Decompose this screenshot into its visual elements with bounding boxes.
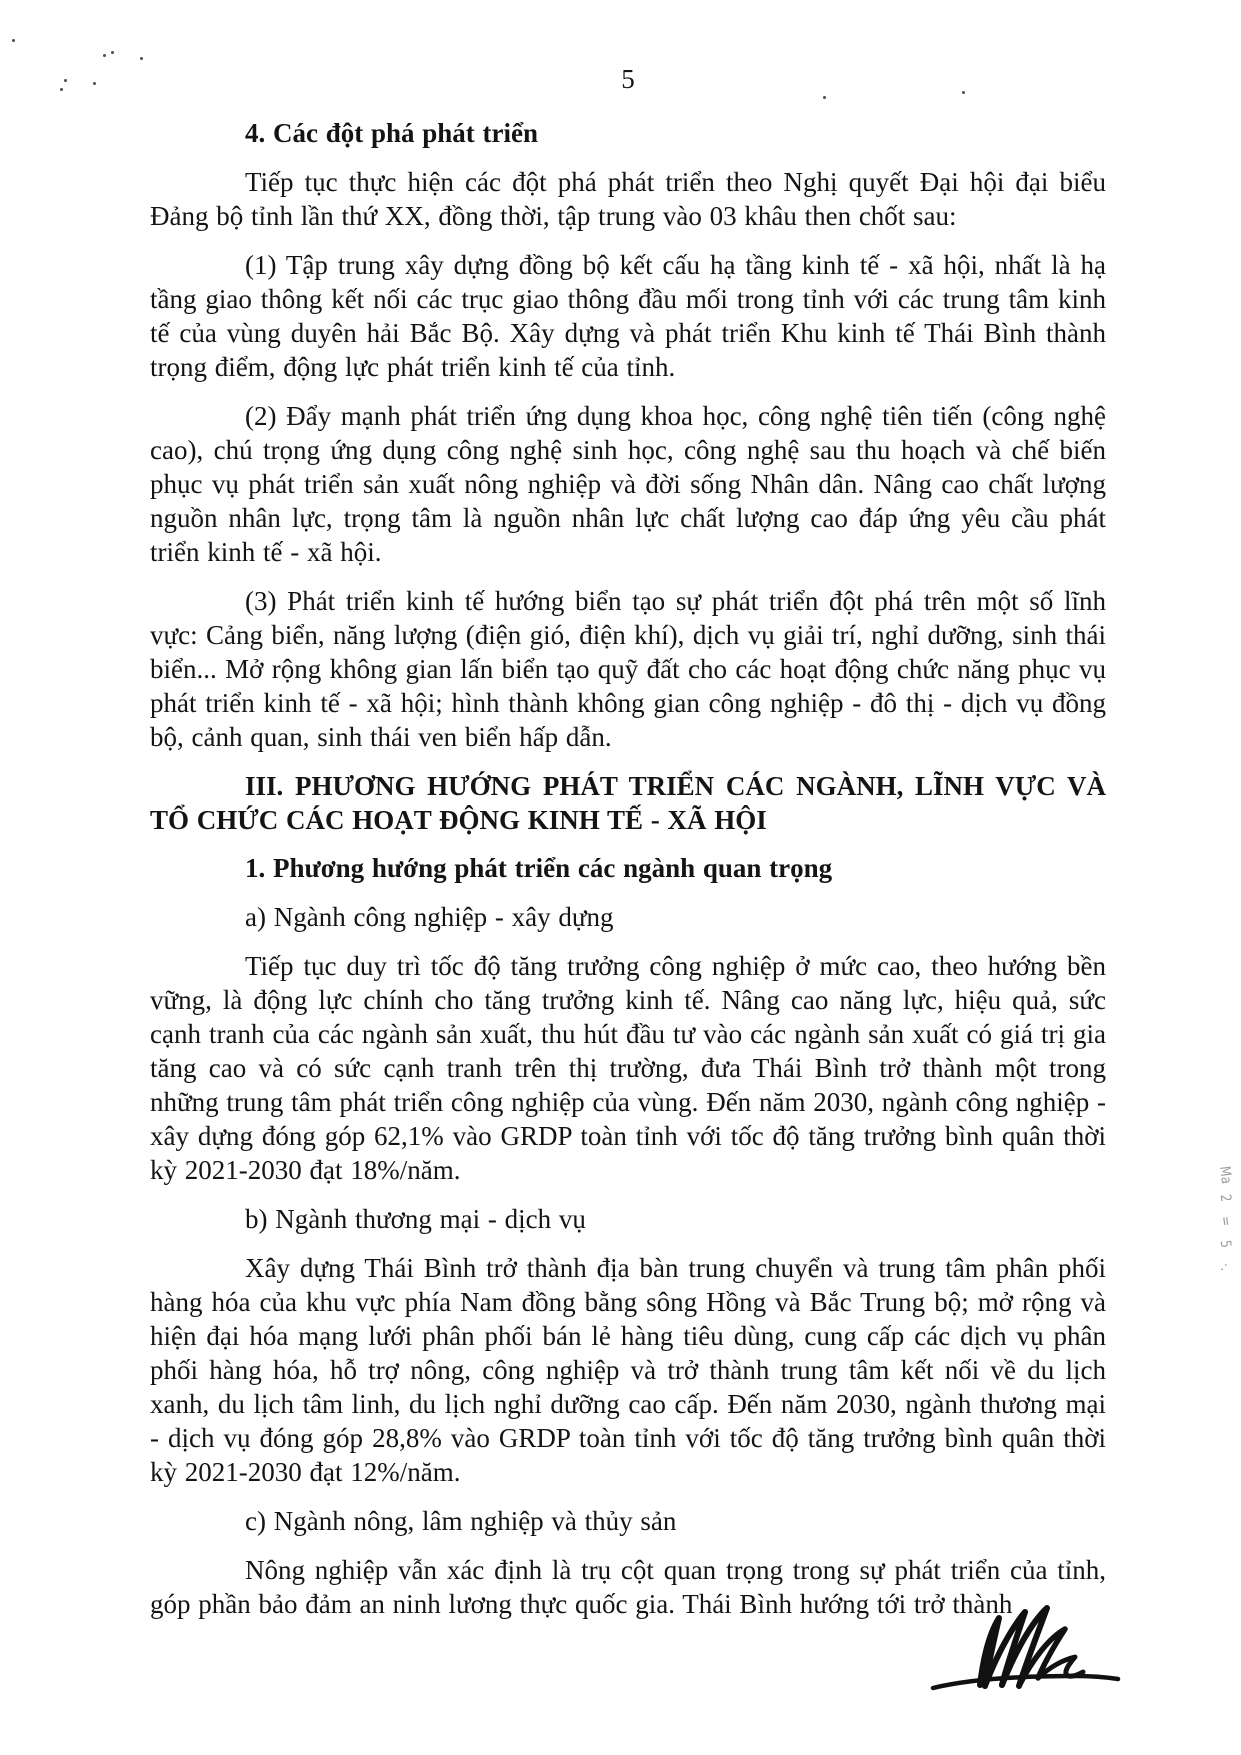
- subheading-c-nong-lam: c) Ngành nông, lâm nghiệp và thủy sản: [245, 1506, 677, 1536]
- page-number: 5: [621, 64, 635, 94]
- scan-speck: [60, 88, 63, 91]
- heading-iii-phuong-huong: III. PHƯƠNG HƯỚNG PHÁT TRIỂN CÁC NGÀNH, LĨNH VỰC VÀ TỔ CHỨC CÁC HOẠT ĐỘNG KINH TẾ - XÃ HỘI: [150, 771, 1106, 835]
- signature-icon: [925, 1588, 1125, 1703]
- paragraph-thuong-mai: Xây dựng Thái Bình trở thành địa bàn trung chuyển và trung tâm phân phối hàng hóa của khu vực phía Nam đồng bằng sông Hồng và Bắc Trung bộ; mở rộng và hiện đại hóa mạng lưới phân phối bán lẻ hàng tiêu dùng, cung cấp các dịch vụ phân phối hàng hóa, hỗ trợ nông, công nghiệp và trở thành trung tâm kết nối về du lịch xanh, du lịch tâm linh, du lịch nghỉ dưỡng cao cấp. Đến năm 2030, ngành thương mại - dịch vụ đóng góp 28,8% vào GRDP toàn tỉnh với tốc độ tăng trưởng bình quân thời kỳ 2021-2030 đạt 12%/năm.: [150, 1253, 1106, 1487]
- paragraph-intro: Tiếp tục thực hiện các đột phá phát triển theo Nghị quyết Đại hội đại biểu Đảng bộ tỉnh lần thứ XX, đồng thời, tập trung vào 03 khâu then chốt sau:: [150, 167, 1106, 231]
- scan-speck: [140, 57, 143, 60]
- margin-mark: =: [1217, 1214, 1235, 1228]
- scan-speck: [93, 82, 96, 85]
- paragraph-khau-2: (2) Đẩy mạnh phát triển ứng dụng khoa học, công nghệ tiên tiến (công nghệ cao), chú trọng ứng dụng công nghệ sinh học, công nghệ sau thu hoạch và chế biến phục vụ phát triển sản xuất nông nghiệp và đời sống Nhân dân. Nâng cao chất lượng nguồn nhân lực, trọng tâm là nguồn nhân lực chất lượng cao đáp ứng yêu cầu phát triển kinh tế - xã hội.: [150, 401, 1106, 567]
- scan-speck: [12, 39, 15, 42]
- margin-scribble: [1214, 1165, 1238, 1274]
- paragraph-cong-nghiep: Tiếp tục duy trì tốc độ tăng trưởng công nghiệp ở mức cao, theo hướng bền vững, là động lực chính cho tăng trưởng kinh tế. Nâng cao năng lực, hiệu quả, sức cạnh tranh của các ngành sản xuất, thu hút đầu tư vào các ngành sản xuất có giá trị gia tăng cao và có sức cạnh tranh trên thị trường, đưa Thái Bình trở thành một trong những trung tâm phát triển công nghiệp của vùng. Đến năm 2030, ngành công nghiệp - xây dựng đóng góp 62,1% vào GRDP toàn tỉnh với tốc độ tăng trưởng bình quân thời kỳ 2021-2030 đạt 18%/năm.: [150, 951, 1106, 1185]
- paragraph-khau-3: (3) Phát triển kinh tế hướng biển tạo sự phát triển đột phá trên một số lĩnh vực: Cảng biển, năng lượng (điện gió, điện khí), dịch vụ giải trí, nghỉ dưỡng, sinh thái biển... Mở rộng không gian lấn biển tạo quỹ đất cho các hoạt động chức năng phục vụ phát triển kinh tế - xã hội; hình thành không gian công nghiệp - đô thị - dịch vụ đồng bộ, cảnh quan, sinh thái ven biển hấp dẫn.: [150, 586, 1106, 752]
- margin-mark: 2: [1217, 1193, 1235, 1203]
- scan-speck: [103, 54, 106, 57]
- heading-1-phuong-huong-nganh: 1. Phương hướng phát triển các ngành quan trọng: [245, 853, 833, 883]
- paragraph-khau-1: (1) Tập trung xây dựng đồng bộ kết cấu hạ tầng kinh tế - xã hội, nhất là hạ tầng giao thông kết nối các trục giao thông đầu mối trong tỉnh với các trung tâm kinh tế của vùng duyên hải Bắc Bộ. Xây dựng và phát triển Khu kinh tế Thái Bình thành trọng điểm, động lực phát triển kinh tế của tỉnh.: [150, 250, 1106, 382]
- margin-mark: 5: [1217, 1239, 1235, 1249]
- margin-mark: ·.: [1217, 1262, 1235, 1272]
- handwritten-signature: [925, 1588, 1125, 1703]
- document-body: [150, 62, 1106, 1636]
- margin-mark: Ma: [1216, 1165, 1236, 1185]
- heading-4-cac-dot-pha: 4. Các đột phá phát triển: [245, 118, 539, 148]
- scan-speck: [64, 79, 67, 82]
- subheading-a-cong-nghiep: a) Ngành công nghiệp - xây dựng: [245, 902, 614, 932]
- scan-speck: [111, 51, 114, 54]
- paragraph-nong-nghiep: Nông nghiệp vẫn xác định là trụ cột quan trọng trong sự phát triển của tỉnh, góp phần bảo đảm an ninh lương thực quốc gia. Thái Bình hướng tới trở thành: [150, 1555, 1106, 1619]
- subheading-b-thuong-mai: b) Ngành thương mại - dịch vụ: [245, 1204, 586, 1234]
